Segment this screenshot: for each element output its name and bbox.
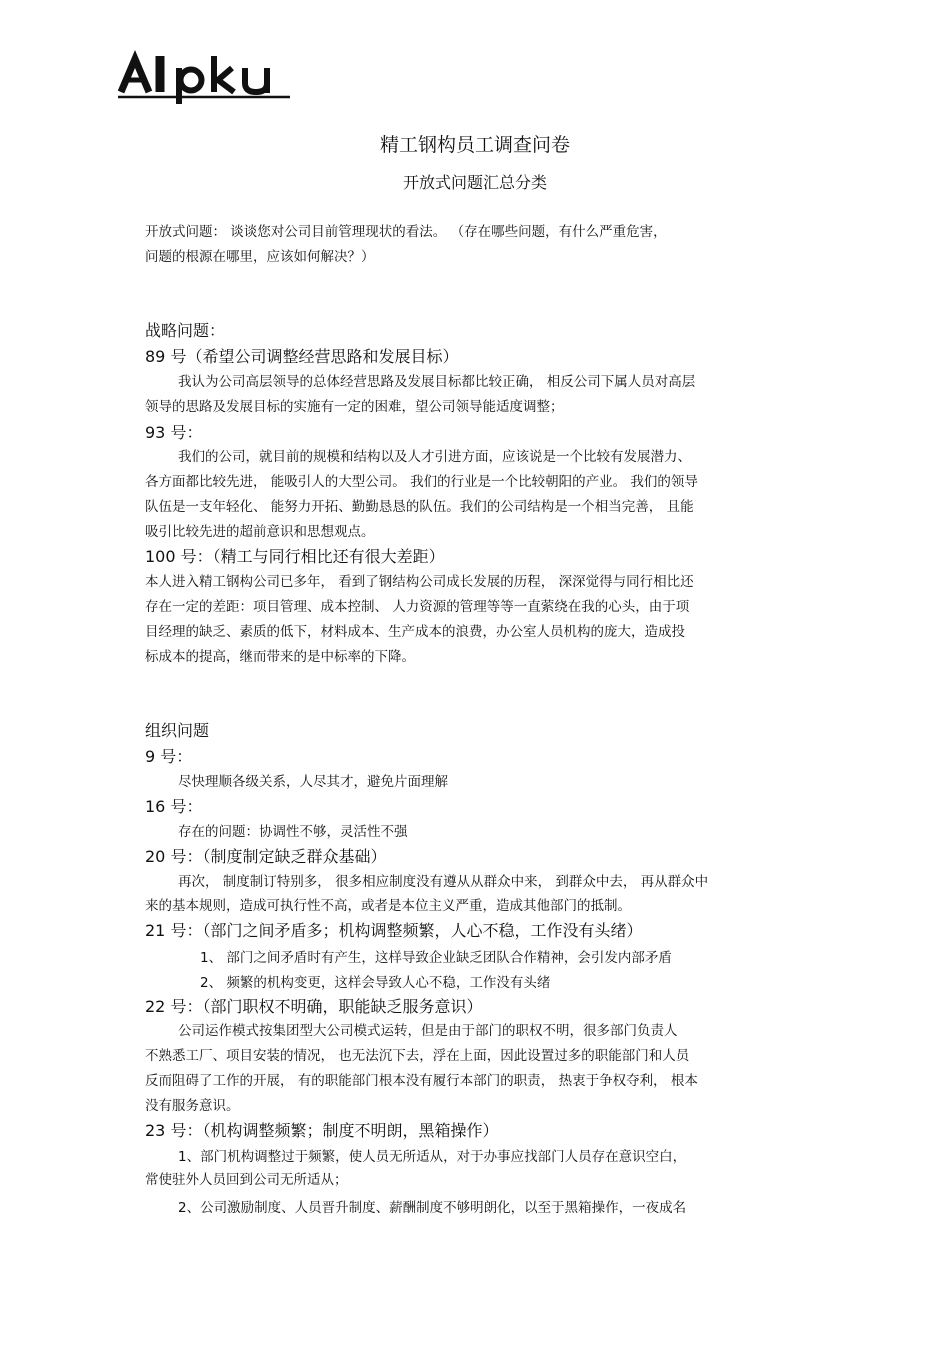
list-item: 1、部门机构调整过于频繁，使人员无所适从，对于办事应找部门人员存在意识空白， <box>178 1149 687 1165</box>
intro-line-1: 开放式问题： 谈谈您对公司目前管理现状的看法。 （存在哪些问题，有什么严重危害， <box>145 224 667 240</box>
paragraph-line: 再次， 制度制订特别多， 很多相应制度没有遵从从群众中来， 到群众中去， 再从群众中 <box>178 874 709 890</box>
paragraph-line: 领导的思路及发展目标的实施有一定的困难，望公司领导能适度调整； <box>145 399 564 415</box>
list-item: 1、 部门之间矛盾时有产生，这样导致企业缺乏团队合作精神，会引发内部矛盾 <box>200 950 672 966</box>
paragraph-line: 公司运作模式按集团型大公司模式运转，但是由于部门的职权不明，很多部门负责人 <box>178 1023 678 1039</box>
section-heading: 战略问题： <box>145 321 226 340</box>
item-heading: 23 号：（机构调整频繁；制度不明朗，黑箱操作） <box>145 1121 499 1140</box>
intro-line-2: 问题的根源在哪里，应该如何解决？） <box>145 249 375 265</box>
paragraph-line: 尽快理顺各级关系，人尽其才，避免片面理解 <box>178 774 448 790</box>
list-item: 2、公司激励制度、人员晋升制度、薪酬制度不够明朗化，以至于黑箱操作，一夜成名 <box>178 1200 687 1216</box>
paragraph-line: 目经理的缺乏、素质的低下，材料成本、生产成本的浪费，办公室人员机构的庞大，造成投 <box>145 624 685 640</box>
paragraph-line: 常使驻外人员回到公司无所适从； <box>145 1172 348 1188</box>
document-title: 精工钢构员工调查问卷 <box>379 134 570 156</box>
paragraph-line: 本人进入精工钢构公司已多年， 看到了钢结构公司成长发展的历程， 深深觉得与同行相比还 <box>145 574 694 590</box>
document-subtitle: 开放式问题汇总分类 <box>402 173 547 192</box>
item-heading: 89 号（希望公司调整经营思路和发展目标） <box>145 347 459 366</box>
paragraph-line: 我认为公司高层领导的总体经营思路及发展目标都比较正确， 相反公司下属人员对高层 <box>178 374 696 390</box>
item-heading: 21 号：（部门之间矛盾多；机构调整频繁，人心不稳，工作没有头绪） <box>145 921 643 940</box>
paragraph-line: 存在的问题：协调性不够，灵活性不强 <box>178 824 408 840</box>
item-heading: 93 号： <box>145 423 203 442</box>
item-heading: 100 号：（精工与同行相比还有很大差距） <box>145 547 445 566</box>
paragraph-line: 标成本的提高，继而带来的是中标率的下降。 <box>145 649 415 665</box>
item-heading: 9 号： <box>145 747 193 766</box>
paragraph-line: 来的基本规则，造成可执行性不高，或者是本位主义严重，造成其他部门的抵制。 <box>145 898 631 914</box>
aipku-logo <box>118 50 298 106</box>
paragraph-line: 我们的公司，就目前的规模和结构以及人才引进方面，应该说是一个比较有发展潜力、 <box>178 449 691 465</box>
list-item: 2、 频繁的机构变更，这样会导致人心不稳，工作没有头绪 <box>200 975 551 991</box>
item-heading: 22 号：（部门职权不明确，职能缺乏服务意识） <box>145 997 483 1016</box>
paragraph-line: 队伍是一支年轻化、 能努力开拓、勤勤恳恳的队伍。我们的公司结构是一个相当完善， 且能 <box>145 499 694 515</box>
section-heading: 组织问题 <box>145 721 210 740</box>
item-heading: 16 号： <box>145 797 203 816</box>
paragraph-line: 反而阻碍了工作的开展， 有的职能部门根本没有履行本部门的职责， 热衷于争权夺利， 根本 <box>145 1073 698 1089</box>
paragraph-line: 没有服务意识。 <box>145 1098 240 1114</box>
paragraph-line: 存在一定的差距：项目管理、成本控制、 人力资源的管理等等一直萦绕在我的心头，由于项 <box>145 599 690 615</box>
paragraph-line: 吸引比较先进的超前意识和思想观点。 <box>145 524 375 540</box>
paragraph-line: 各方面都比较先进， 能吸引人的大型公司。 我们的行业是一个比较朝阳的产业。 我们的领导 <box>145 474 698 490</box>
paragraph-line: 不熟悉工厂、项目安装的情况， 也无法沉下去，浮在上面，因此设置过多的职能部门和人员 <box>145 1048 690 1064</box>
item-heading: 20 号：（制度制定缺乏群众基础） <box>145 847 387 866</box>
